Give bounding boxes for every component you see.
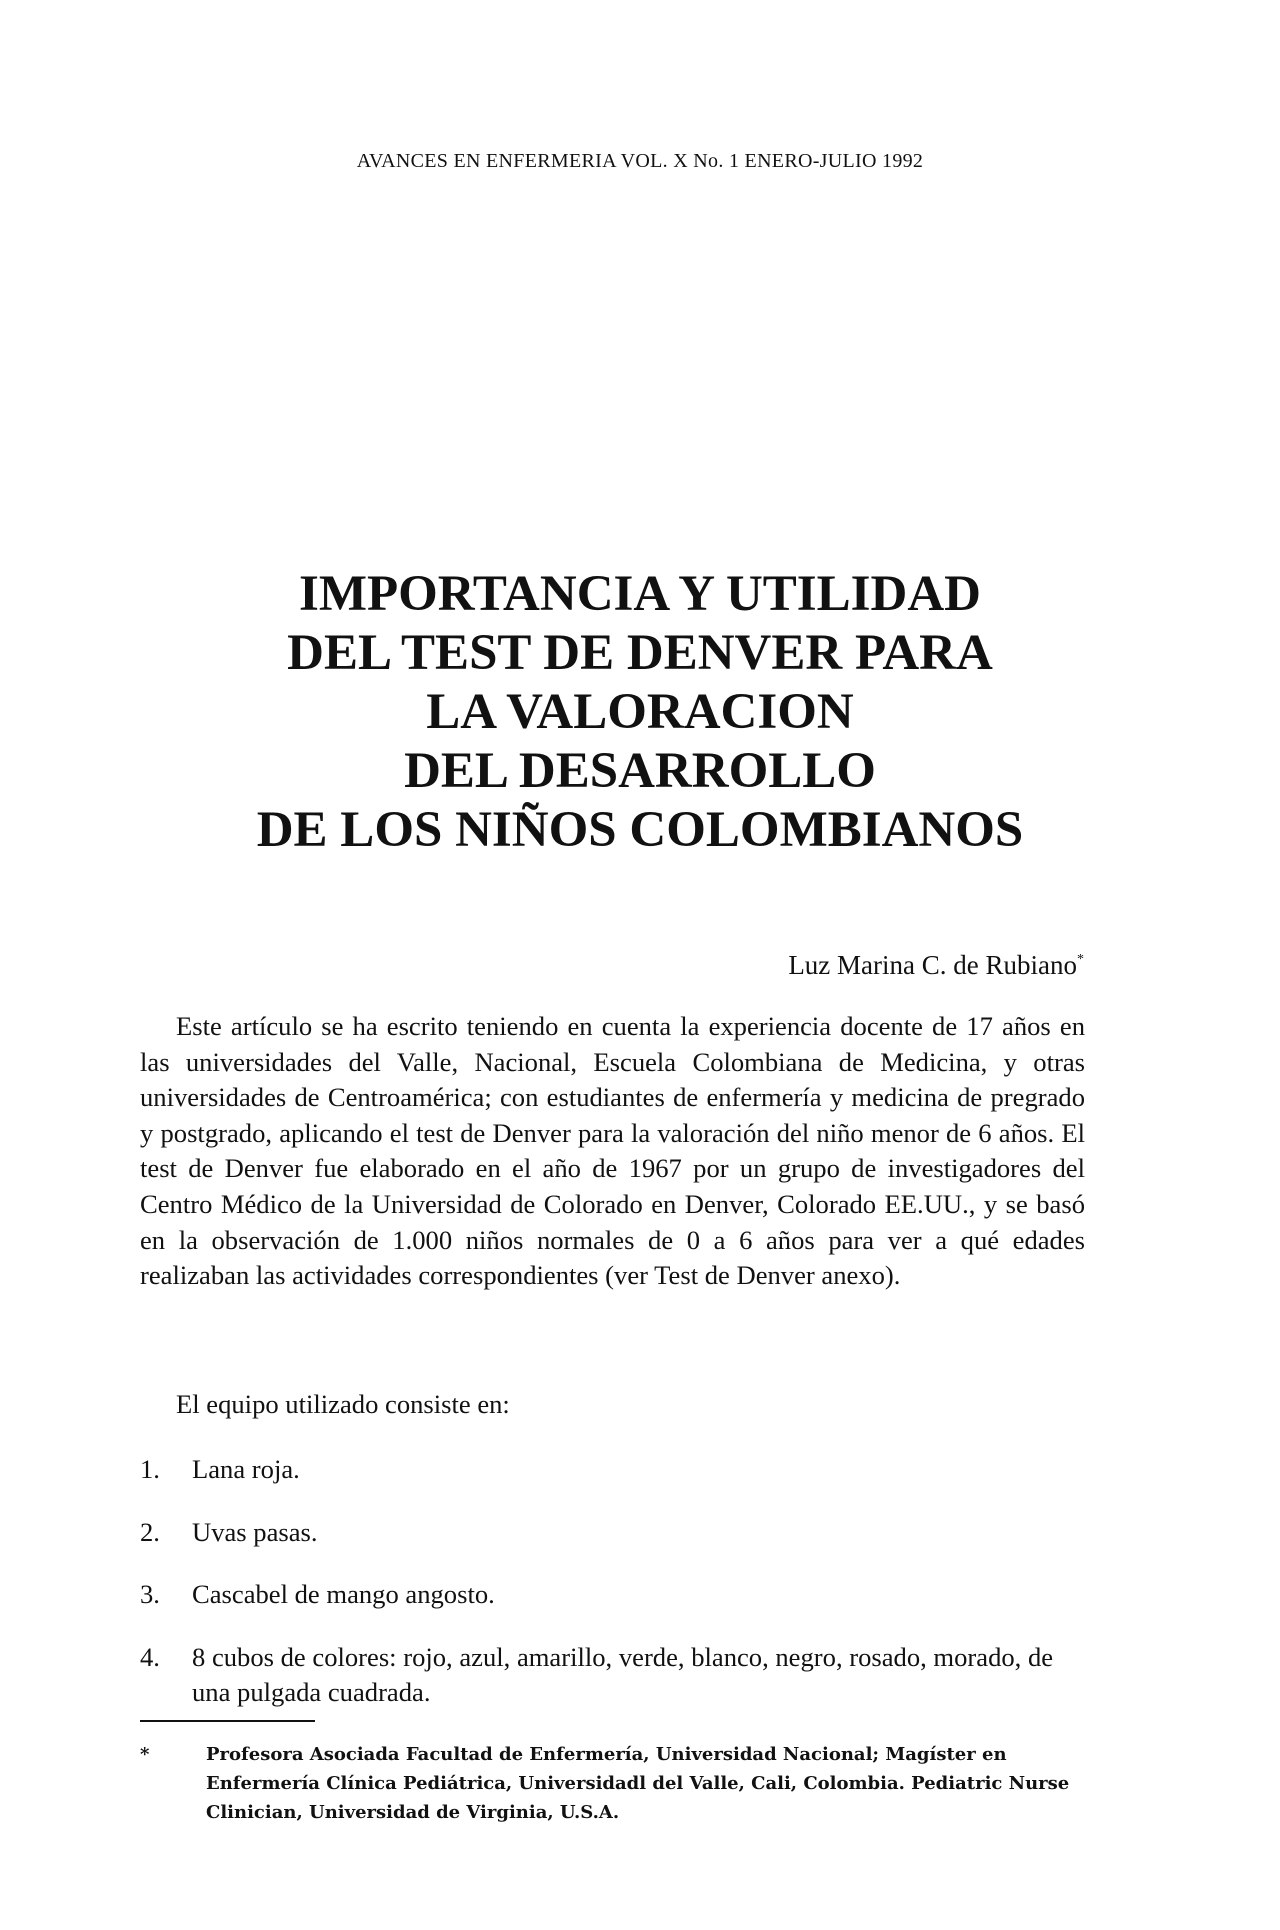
running-header: AVANCES EN ENFERMERIA VOL. X No. 1 ENERO-JULIO 1992 <box>356 150 924 172</box>
footnote-marker: * <box>140 1744 150 1765</box>
author-footnote-mark: * <box>1077 952 1084 967</box>
footnote-text: Profesora Asociada Facultad de Enfermería, Universidad Nacional; Magíster en Enfermería Clínica Pediátrica, Universidadl del Valle, Cali, Colombia. Pediatric Nurse Clinician, Universidad de Virginia, U.S.A. <box>206 1744 1070 1823</box>
author-name: Luz Marina C. de Rubiano <box>788 950 1077 980</box>
title-line: DE LOS NIÑOS COLOMBIANOS <box>256 802 1024 858</box>
list-item-text: 8 cubos de colores: rojo, azul, amarillo, verde, blanco, negro, rosado, morado, de una pulgada cuadrada. <box>192 1641 1054 1708</box>
title-line: DEL TEST DE DENVER PARA <box>287 625 993 681</box>
body-paragraph: Este artículo se ha escrito teniendo en cuenta la experiencia docente de 17 años en las universidades del Valle, Nacional, Escuela Colombiana de Medicina, y otras universidades de Centroamérica; con estudiantes de enfermería y medicina de pregrado y postgrado, aplicando el test de Denver para la valoración del niño menor de 6 años. El test de Denver fue elaborado en el año de 1967 por un grupo de investigadores del Centro Médico de la Universidad de Colorado en Denver, Colorado EE.UU., y se basó en la observación de 1.000 niños normales de 0 a 6 años para ver a qué edades realizaban las actividades correspondientes (ver Test de Denver anexo). <box>140 1011 1085 1291</box>
list-item <box>140 1515 1085 1551</box>
title-line: IMPORTANCIA Y UTILIDAD <box>298 566 982 622</box>
list-item-text: Lana roja. <box>192 1454 300 1484</box>
list-item-number: 4. <box>140 1641 160 1672</box>
footnote-divider <box>140 1720 315 1722</box>
body-paragraph: El equipo utilizado consiste en: <box>176 1389 510 1419</box>
list-item-text: Cascabel de mango angosto. <box>192 1579 495 1610</box>
list-item-number: 1. <box>140 1454 160 1484</box>
title-line: DEL DESARROLLO <box>404 743 876 799</box>
list-item-text: Uvas pasas. <box>192 1516 318 1547</box>
list-item <box>140 1452 1085 1488</box>
equipment-list <box>140 1452 1085 1738</box>
list-item <box>140 1640 1085 1711</box>
list-item-number: 3. <box>140 1579 160 1610</box>
author-byline <box>788 950 1084 981</box>
article-title <box>140 565 1140 860</box>
footnote <box>140 1740 1085 1827</box>
list-item <box>140 1577 1085 1613</box>
list-item-number: 2. <box>140 1516 160 1547</box>
title-line: LA VALORACION <box>426 684 854 740</box>
